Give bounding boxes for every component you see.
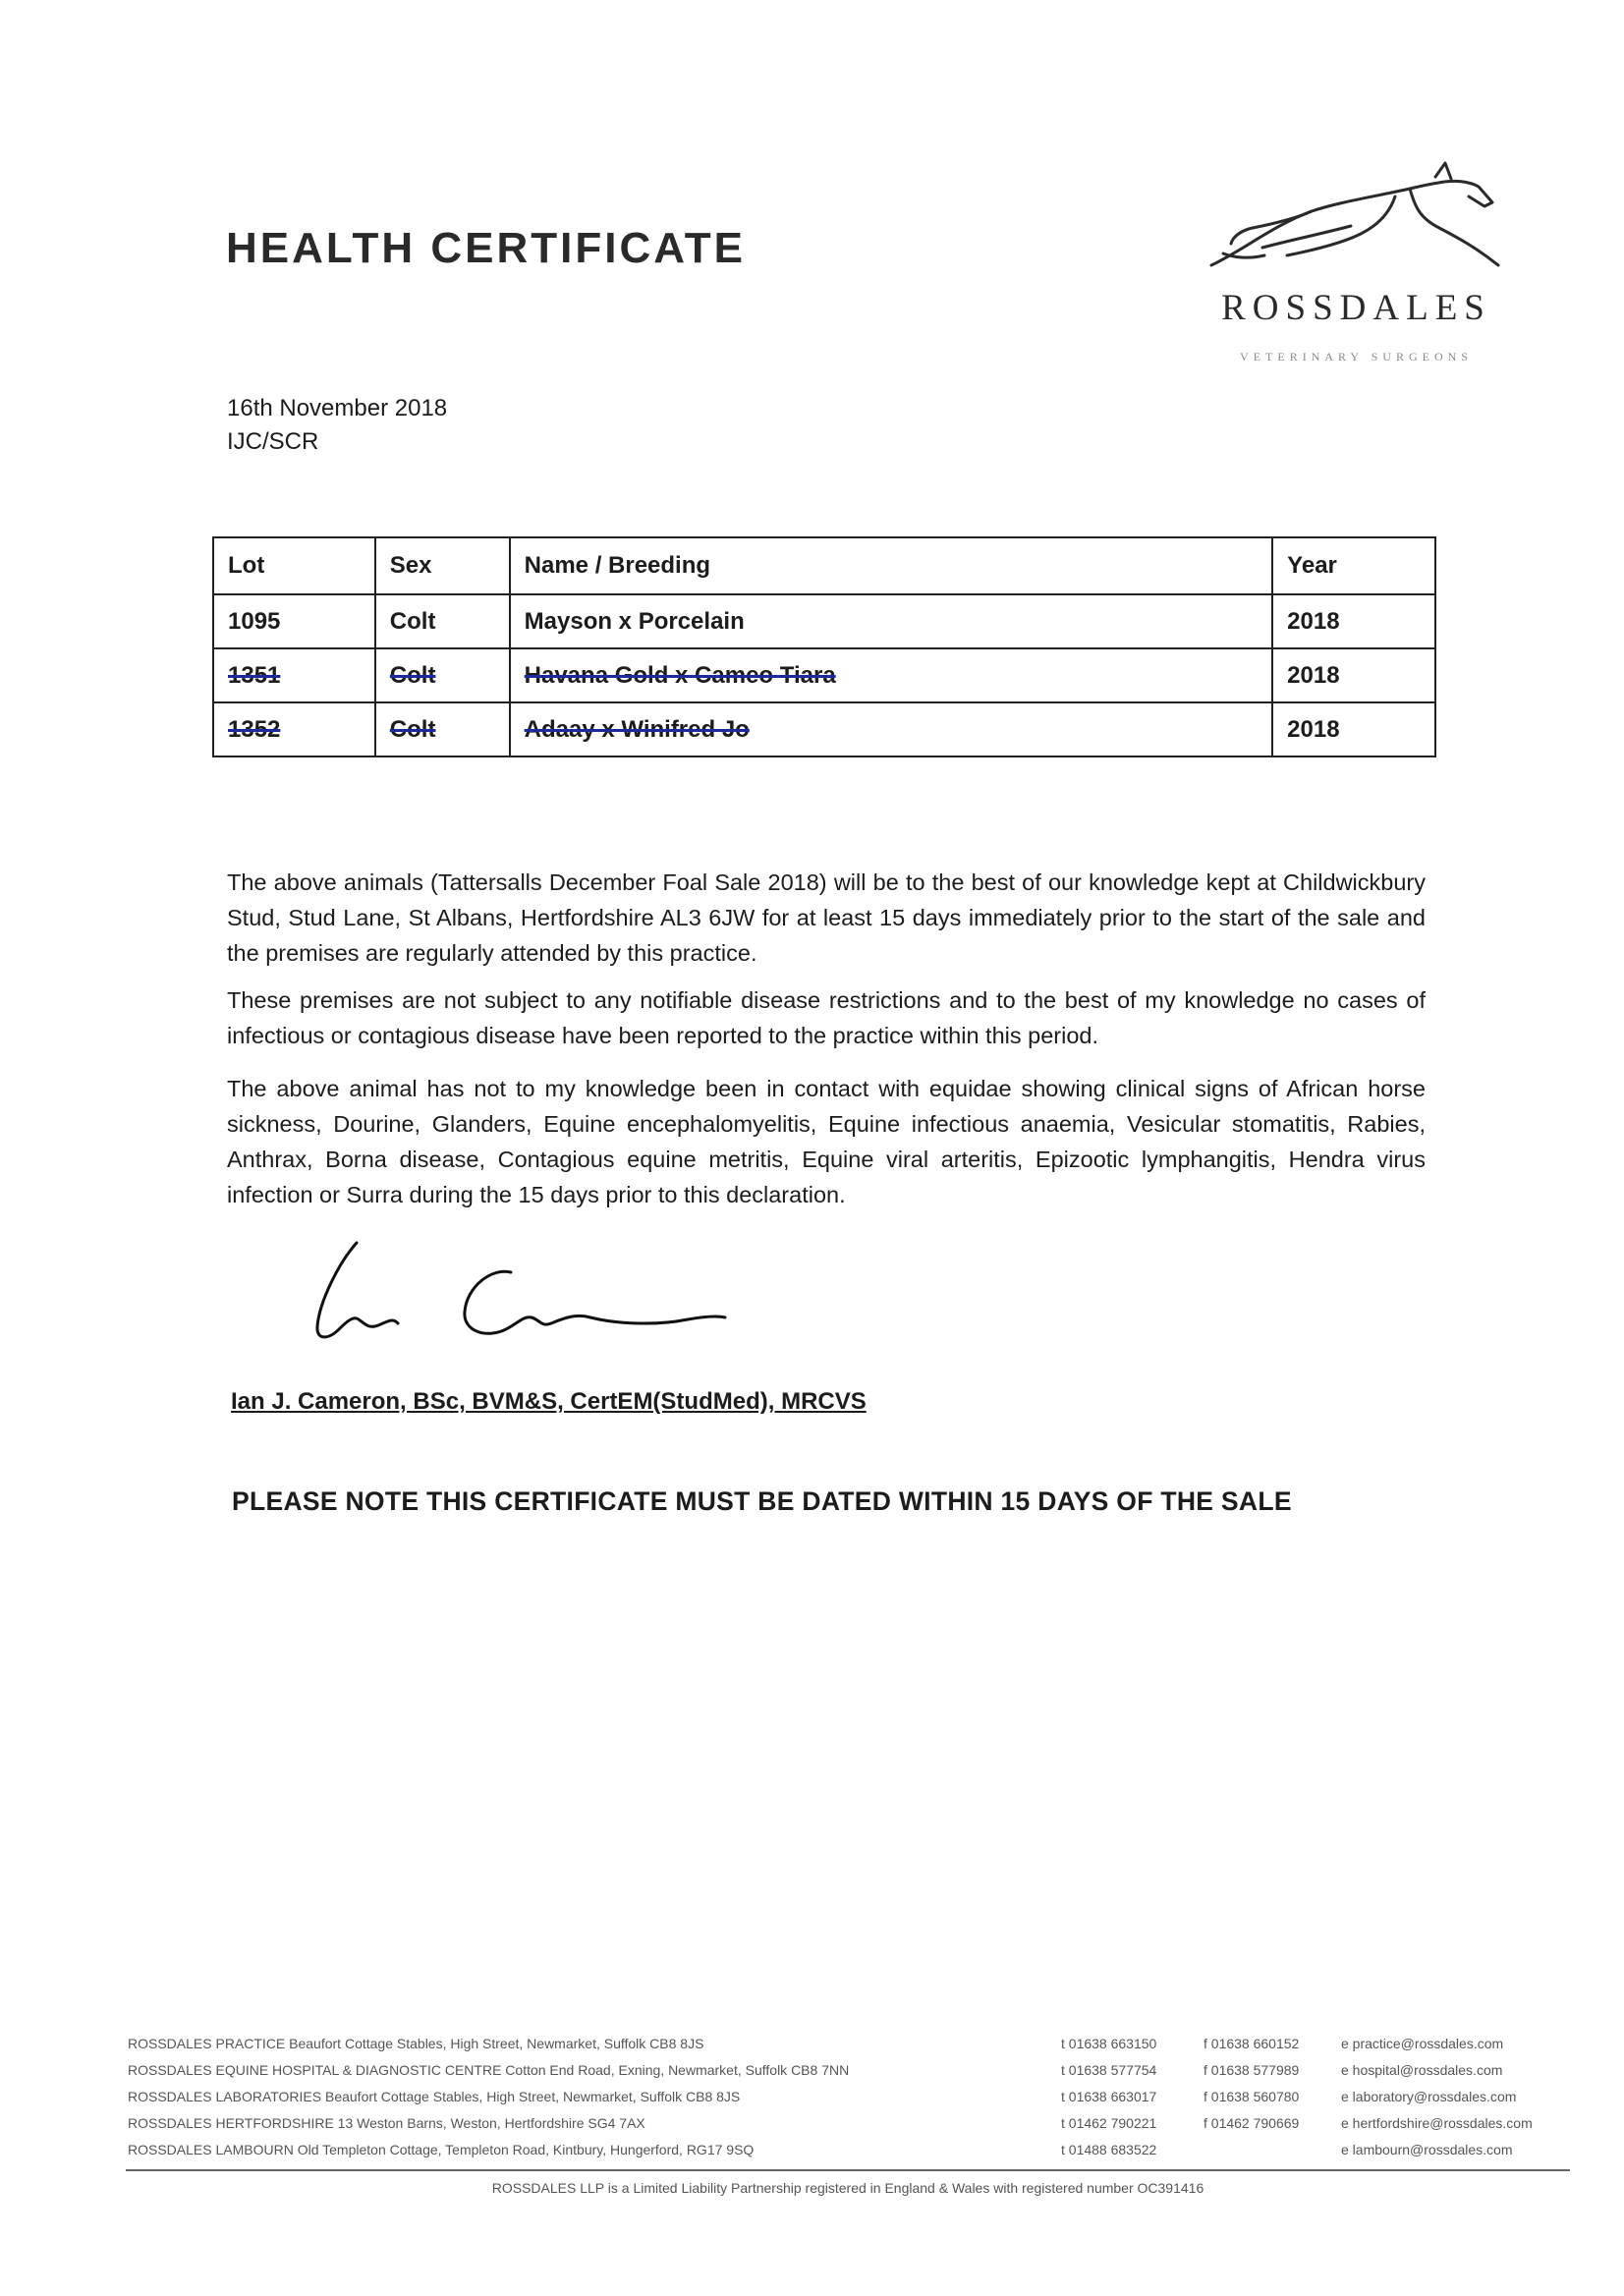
table-header-row: [213, 537, 1435, 594]
document-date: 16th November 2018: [227, 395, 448, 421]
cell-name: Havana Gold x Cameo Tiara: [510, 648, 1273, 702]
header-name: Name / Breeding: [510, 537, 1273, 594]
footer-email: e hospital@rossdales.com: [1341, 2062, 1503, 2078]
table-row-struck: [213, 702, 1435, 756]
footer-email: e lambourn@rossdales.com: [1341, 2142, 1513, 2157]
logo-subtitle: VETERINARY SURGEONS: [1240, 350, 1473, 364]
footer-faxes: [1204, 2031, 1299, 2137]
footer-address-line: ROSSDALES HERTFORDSHIRE 13 Weston Barns, Weston, Hertfordshire SG4 7AX: [128, 2115, 645, 2131]
cell-year: 2018: [1272, 702, 1435, 756]
header-lot: Lot: [213, 537, 375, 594]
cell-sex: Colt: [375, 702, 510, 756]
sale-date-notice: PLEASE NOTE THIS CERTIFICATE MUST BE DATED WITHIN 15 DAYS OF THE SALE: [232, 1486, 1292, 1516]
footer-email: e laboratory@rossdales.com: [1341, 2089, 1517, 2104]
footer-address-line: ROSSDALES EQUINE HOSPITAL & DIAGNOSTIC CENTRE Cotton End Road, Exning, Newmarket, Suffolk CB8 7NN: [128, 2062, 850, 2078]
cell-sex: Colt: [375, 648, 510, 702]
footer-phone: t 01638 663150: [1061, 2036, 1157, 2051]
footer-fax: f 01638 560780: [1204, 2089, 1300, 2104]
footer-phone: t 01638 577754: [1061, 2062, 1157, 2078]
body-paragraph-restrictions: These premises are not subject to any notifiable disease restrictions and to the best of my knowledge no cases of infectious or contagious disease have been reported to the practice within this period.: [227, 987, 1426, 1048]
cell-year: 2018: [1272, 648, 1435, 702]
header-year: Year: [1272, 537, 1435, 594]
footer-email: e practice@rossdales.com: [1341, 2036, 1504, 2051]
cell-sex: Colt: [375, 594, 510, 648]
footer-phones: [1061, 2031, 1156, 2163]
footer-address-line: ROSSDALES PRACTICE Beaufort Cottage Stables, High Street, Newmarket, Suffolk CB8 8JS: [128, 2036, 704, 2051]
galloping-horse-icon: [1204, 157, 1508, 373]
logo-wordmark: ROSSDALES: [1221, 288, 1491, 328]
document-reference: IJC/SCR: [227, 428, 319, 455]
footer-address-line: ROSSDALES LABORATORIES Beaufort Cottage Stables, High Street, Newmarket, Suffolk CB8 8JS: [128, 2089, 741, 2104]
footer-emails: [1341, 2031, 1533, 2163]
body-paragraph-premises: The above animals (Tattersalls December Foal Sale 2018) will be to the best of our knowledge kept at Childwickbury Stud, Stud Lane, St Albans, Hertfordshire AL3 6JW for at least 15 days immediately prior to the start of the sale and the premises are regularly attended by this practice.: [227, 869, 1426, 966]
footer-fax: f 01638 660152: [1204, 2036, 1300, 2051]
footer-email: e hertfordshire@rossdales.com: [1341, 2115, 1533, 2131]
body-paragraph-diseases: The above animal has not to my knowledge been in contact with equidae showing clinical signs of African horse sickness, Dourine, Glanders, Equine encephalomyelitis, Equine infectious anaemia, Vesicular stomatitis, Rabies, Anthrax, Borna disease, Contagious equine metritis, Equine viral arteritis, Epizootic lymphangitis, Hendra virus infection or Surra during the 15 days prior to this declaration.: [227, 1076, 1426, 1207]
footer-address-line: ROSSDALES LAMBOURN Old Templeton Cottage, Templeton Road, Kintbury, Hungerford, RG17 9SQ: [128, 2142, 755, 2157]
cell-name: Mayson x Porcelain: [510, 594, 1273, 648]
footer-addresses: [128, 2031, 1051, 2163]
cell-lot: 1351: [213, 648, 375, 702]
cell-name: Adaay x Winifred Jo: [510, 702, 1273, 756]
footer-divider: [126, 2169, 1570, 2171]
footer-legal-notice: ROSSDALES LLP is a Limited Liability Partnership registered in England & Wales with registered number OC391416: [491, 2180, 1204, 2196]
footer-fax: f 01638 577989: [1204, 2062, 1300, 2078]
handwritten-signature: [300, 1233, 811, 1351]
table-row-struck: [213, 648, 1435, 702]
signer-name: Ian J. Cameron, BSc, BVM&S, CertEM(StudMed), MRCVS: [231, 1388, 867, 1415]
cell-year: 2018: [1272, 594, 1435, 648]
footer-phone: t 01488 683522: [1061, 2142, 1157, 2157]
footer-phone: t 01638 663017: [1061, 2089, 1157, 2104]
cell-lot: 1352: [213, 702, 375, 756]
footer-phone: t 01462 790221: [1061, 2115, 1157, 2131]
page-title: HEALTH CERTIFICATE: [226, 224, 746, 272]
cell-lot: 1095: [213, 594, 375, 648]
lots-table: [212, 536, 1436, 757]
header-sex: Sex: [375, 537, 510, 594]
table-row: [213, 594, 1435, 648]
footer-fax: f 01462 790669: [1204, 2115, 1300, 2131]
